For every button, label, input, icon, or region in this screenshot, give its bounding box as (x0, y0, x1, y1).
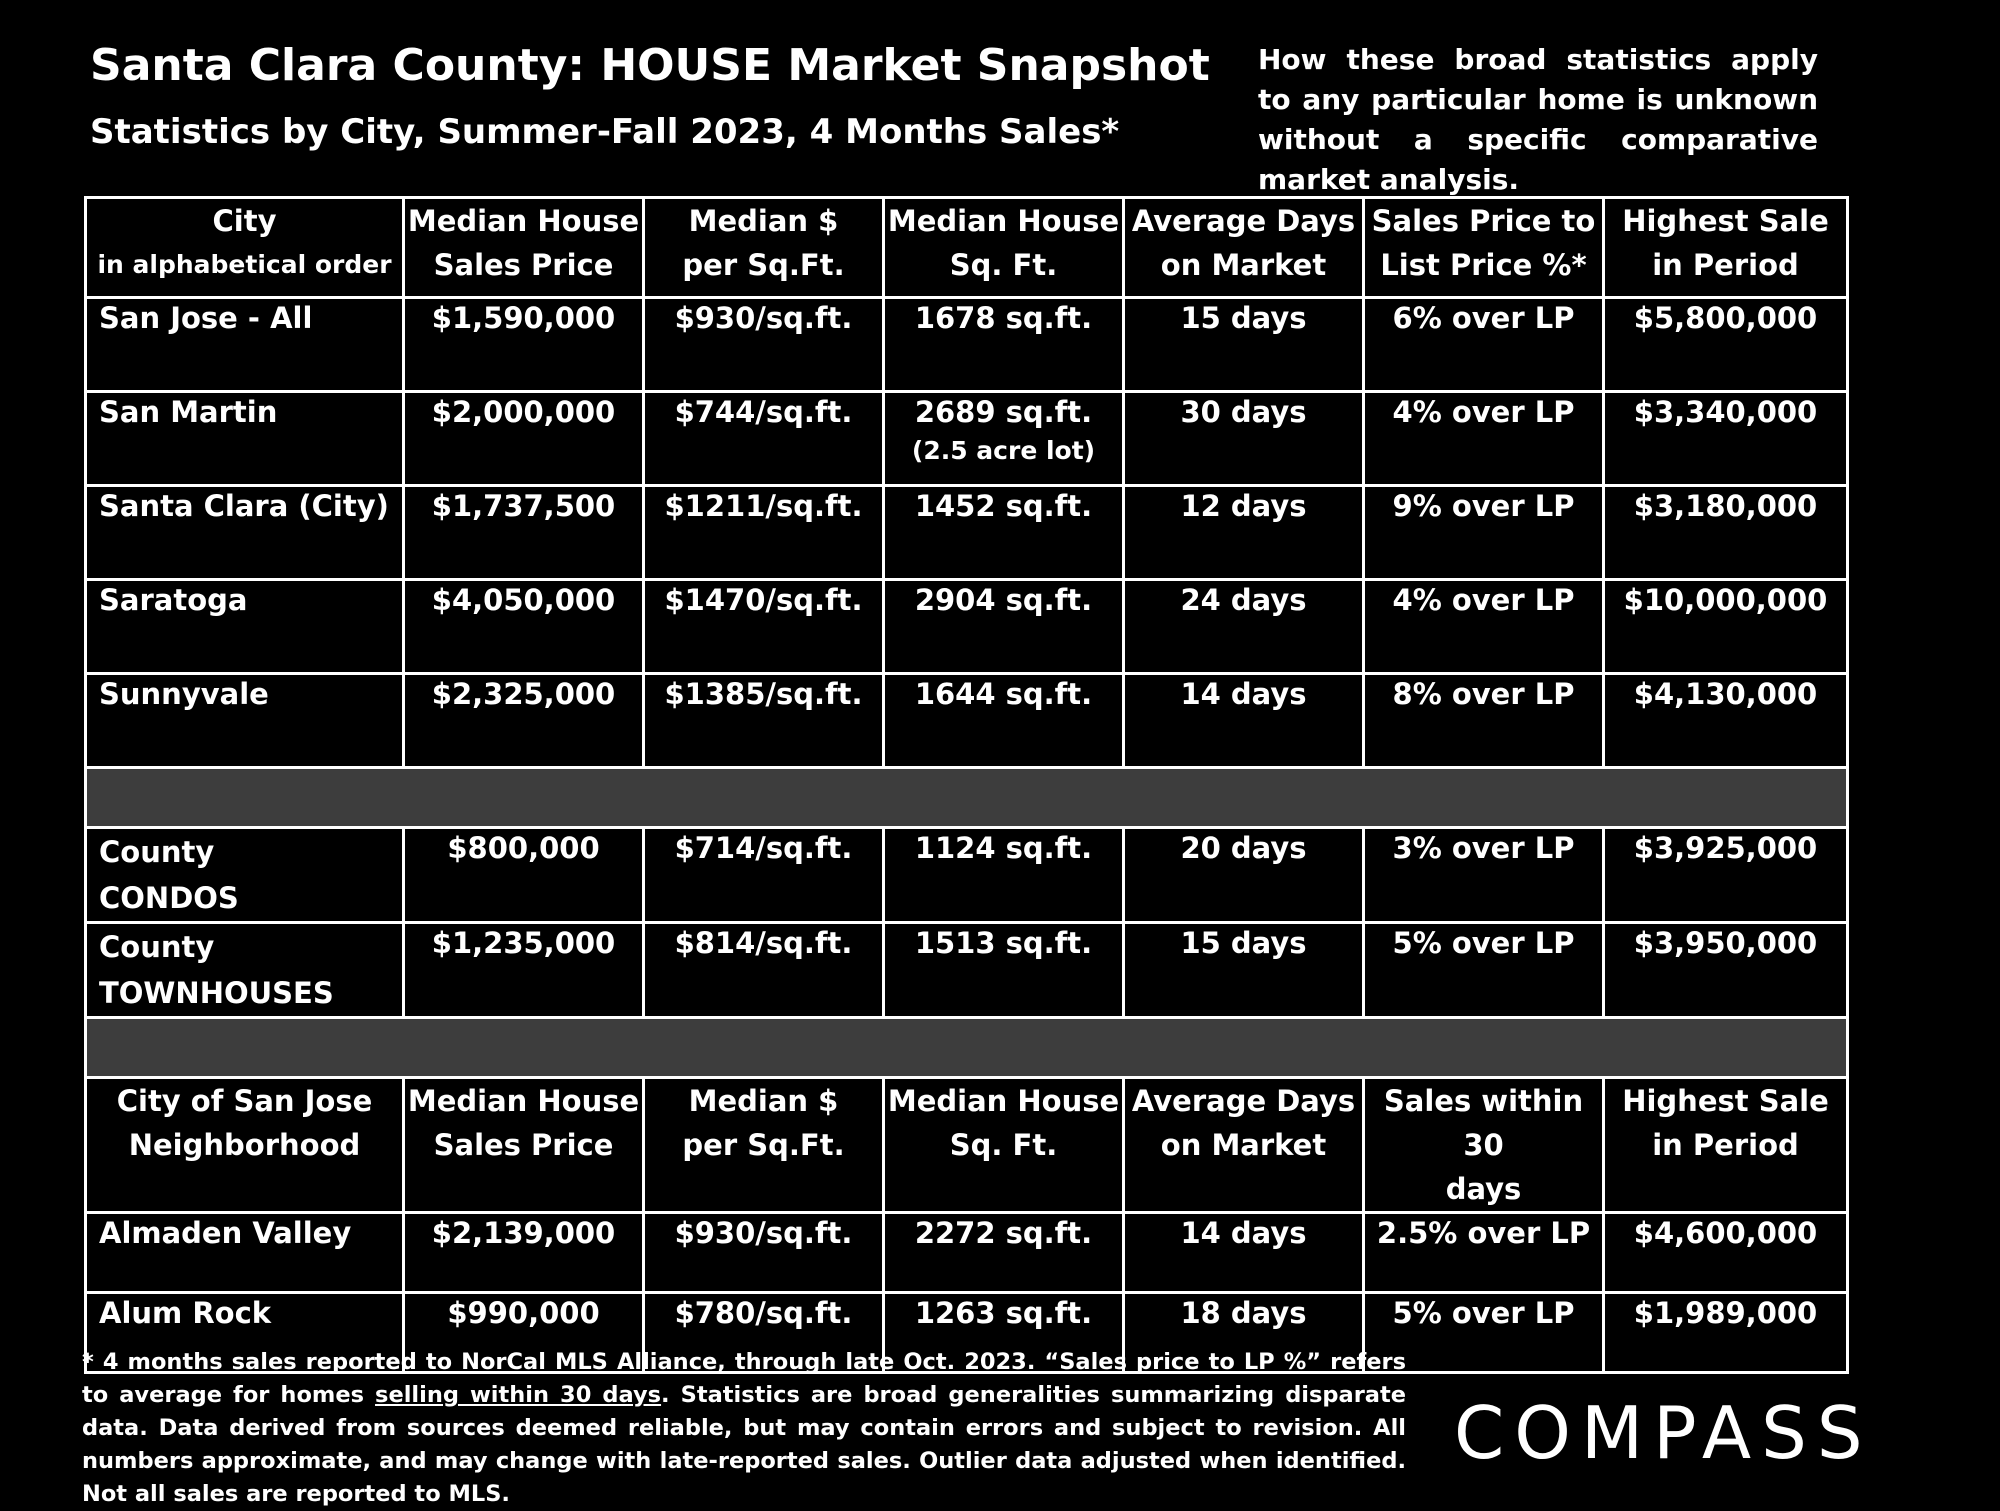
days-on-market: 18 days (1124, 1293, 1364, 1373)
disclaimer-text: How these broad statistics apply to any particular home is unknown without a specific comparative market analysis. (1258, 43, 1818, 196)
lot-size-note: (2.5 acre lot) (911, 436, 1096, 465)
median-sqft: 1513 sq.ft. (884, 923, 1124, 1018)
footnote (82, 1346, 1406, 1511)
median-price: $2,000,000 (404, 392, 644, 486)
days-on-market: 15 days (1124, 923, 1364, 1018)
city-name: San Jose - All (86, 298, 404, 392)
header-cell-neighborhood (86, 1078, 404, 1213)
header-line1: Average Days (1131, 1084, 1356, 1118)
property-type-line2: TOWNHOUSES (99, 976, 334, 1010)
header-cell-median-sqft (884, 1078, 1124, 1213)
sales-to-list: 5% over LP (1364, 923, 1604, 1018)
page-title: Santa Clara County: HOUSE Market Snapshot (90, 40, 1210, 91)
header-line1: Median House (887, 1084, 1120, 1118)
highest-sale: $5,800,000 (1604, 298, 1848, 392)
city-name: Sunnyvale (86, 674, 404, 768)
table-row (86, 486, 1848, 580)
highest-sale: $4,130,000 (1604, 674, 1848, 768)
median-sqft: 1124 sq.ft. (884, 828, 1124, 923)
highest-sale: $3,950,000 (1604, 923, 1848, 1018)
compass-logo (1454, 1394, 1874, 1470)
header-line1: Median House (407, 204, 640, 238)
price-per-sqft: $1470/sq.ft. (644, 580, 884, 674)
neighborhood-name: Alum Rock (86, 1293, 404, 1373)
header-line2: on Market (1160, 248, 1327, 282)
sales-to-list: 2.5% over LP (1364, 1213, 1604, 1293)
median-price: $1,737,500 (404, 486, 644, 580)
header-line2: List Price %* (1380, 248, 1587, 282)
median-sqft-value: 2689 sq.ft. (914, 395, 1093, 429)
highest-sale: $3,180,000 (1604, 486, 1848, 580)
header-line1: City (212, 204, 277, 238)
property-type-line1: County (99, 930, 215, 964)
table-row (86, 580, 1848, 674)
header-line2: per Sq.Ft. (682, 248, 845, 282)
header-cell-days-on-market (1124, 198, 1364, 298)
days-on-market: 30 days (1124, 392, 1364, 486)
header-row (86, 198, 1848, 298)
property-type (86, 828, 404, 923)
sales-to-list: 4% over LP (1364, 580, 1604, 674)
property-type (86, 923, 404, 1018)
header-line2: in Period (1652, 1128, 1799, 1162)
table-row (86, 298, 1848, 392)
header-cell-highest-sale (1604, 1078, 1848, 1213)
header-line1: Median $ (688, 204, 839, 238)
median-price: $2,325,000 (404, 674, 644, 768)
header-cell-price-per-sqft (644, 198, 884, 298)
footnote-part1: * 4 months sales reported to NorCal MLS Alliance, through late Oct. 2023. “Sales price to LP %” refers to average for homes (82, 1349, 1406, 1408)
median-sqft: 1452 sq.ft. (884, 486, 1124, 580)
highest-sale: $10,000,000 (1604, 580, 1848, 674)
days-on-market: 14 days (1124, 1213, 1364, 1293)
sales-to-list: 8% over LP (1364, 674, 1604, 768)
median-sqft (884, 392, 1124, 486)
page-subtitle: Statistics by City, Summer-Fall 2023, 4 Months Sales* (90, 112, 1120, 152)
header-cell-sales-within-30 (1364, 1078, 1604, 1213)
header-line2: in alphabetical order (97, 250, 392, 279)
header-cell-median-price (404, 198, 644, 298)
spacer-row (86, 768, 1848, 828)
price-per-sqft: $744/sq.ft. (644, 392, 884, 486)
spacer-cell (86, 1018, 1848, 1078)
market-snapshot-table (84, 196, 1849, 1374)
header-line1: Median House (887, 204, 1120, 238)
median-sqft: 2904 sq.ft. (884, 580, 1124, 674)
price-per-sqft: $1211/sq.ft. (644, 486, 884, 580)
header-line2: Sales Price (433, 1128, 614, 1162)
footnote-part2: . Statistics are broad generalities summarizing disparate data. Data derived from sources deemed reliable, but may contain errors and subject to revision. All numbers approximate, and may change with late-reported sales. Outlier data adjusted when identified. Not all sales are reported to MLS. (82, 1382, 1406, 1507)
highest-sale: $4,600,000 (1604, 1213, 1848, 1293)
days-on-market: 24 days (1124, 580, 1364, 674)
header-line1: Average Days (1131, 204, 1356, 238)
days-on-market: 14 days (1124, 674, 1364, 768)
header-line2: on Market (1160, 1128, 1327, 1162)
header-cell-days-on-market (1124, 1078, 1364, 1213)
table-row (86, 828, 1848, 923)
footnote-underlined: selling within 30 days (375, 1382, 662, 1408)
price-per-sqft: $1385/sq.ft. (644, 674, 884, 768)
price-per-sqft: $714/sq.ft. (644, 828, 884, 923)
header-line1: Sales within 30 (1383, 1084, 1584, 1162)
header-line1: Highest Sale (1622, 1084, 1829, 1118)
header-line1: City of San Jose (116, 1084, 373, 1118)
header-line1: Median House (407, 1084, 640, 1118)
median-sqft: 2272 sq.ft. (884, 1213, 1124, 1293)
header-cell-city (86, 198, 404, 298)
spacer-cell (86, 768, 1848, 828)
price-per-sqft: $780/sq.ft. (644, 1293, 884, 1373)
table-row (86, 1213, 1848, 1293)
median-price: $2,139,000 (404, 1213, 644, 1293)
table-row (86, 392, 1848, 486)
header-line1: Highest Sale (1622, 204, 1829, 238)
sales-to-list: 6% over LP (1364, 298, 1604, 392)
sales-to-list: 5% over LP (1364, 1293, 1604, 1373)
sales-to-list: 4% over LP (1364, 392, 1604, 486)
city-name: Santa Clara (City) (86, 486, 404, 580)
header-line2: in Period (1652, 248, 1799, 282)
property-type-line1: County (99, 835, 215, 869)
header-cell-highest-sale (1604, 198, 1848, 298)
median-sqft: 1263 sq.ft. (884, 1293, 1124, 1373)
city-name: Saratoga (86, 580, 404, 674)
table-row (86, 674, 1848, 768)
highest-sale: $3,925,000 (1604, 828, 1848, 923)
days-on-market: 20 days (1124, 828, 1364, 923)
compass-logo-text: COMPASS (1454, 1394, 1873, 1470)
median-price: $990,000 (404, 1293, 644, 1373)
sales-to-list: 9% over LP (1364, 486, 1604, 580)
city-name: San Martin (86, 392, 404, 486)
spacer-row (86, 1018, 1848, 1078)
median-sqft: 1644 sq.ft. (884, 674, 1124, 768)
header-cell-median-price (404, 1078, 644, 1213)
median-sqft: 1678 sq.ft. (884, 298, 1124, 392)
header-line2: per Sq.Ft. (682, 1128, 845, 1162)
header-cell-median-sqft (884, 198, 1124, 298)
neighborhood-header-row (86, 1078, 1848, 1213)
header-cell-sales-to-list (1364, 198, 1604, 298)
header-line2: Sq. Ft. (949, 248, 1058, 282)
median-price: $800,000 (404, 828, 644, 923)
days-on-market: 15 days (1124, 298, 1364, 392)
header-line2: Sales Price (433, 248, 614, 282)
highest-sale: $3,340,000 (1604, 392, 1848, 486)
header-cell-price-per-sqft (644, 1078, 884, 1213)
price-per-sqft: $930/sq.ft. (644, 298, 884, 392)
sales-to-list: 3% over LP (1364, 828, 1604, 923)
header-line1: Median $ (688, 1084, 839, 1118)
median-price: $1,590,000 (404, 298, 644, 392)
highest-sale: $1,989,000 (1604, 1293, 1848, 1373)
table-row (86, 923, 1848, 1018)
header-line2: days (1445, 1172, 1522, 1206)
property-type-line2: CONDOS (99, 881, 239, 915)
header-line2: Neighborhood (128, 1128, 361, 1162)
price-per-sqft: $930/sq.ft. (644, 1213, 884, 1293)
median-price: $1,235,000 (404, 923, 644, 1018)
header-line2: Sq. Ft. (949, 1128, 1058, 1162)
header-line1: Sales Price to (1371, 204, 1596, 238)
price-per-sqft: $814/sq.ft. (644, 923, 884, 1018)
neighborhood-name: Almaden Valley (86, 1213, 404, 1293)
days-on-market: 12 days (1124, 486, 1364, 580)
median-price: $4,050,000 (404, 580, 644, 674)
